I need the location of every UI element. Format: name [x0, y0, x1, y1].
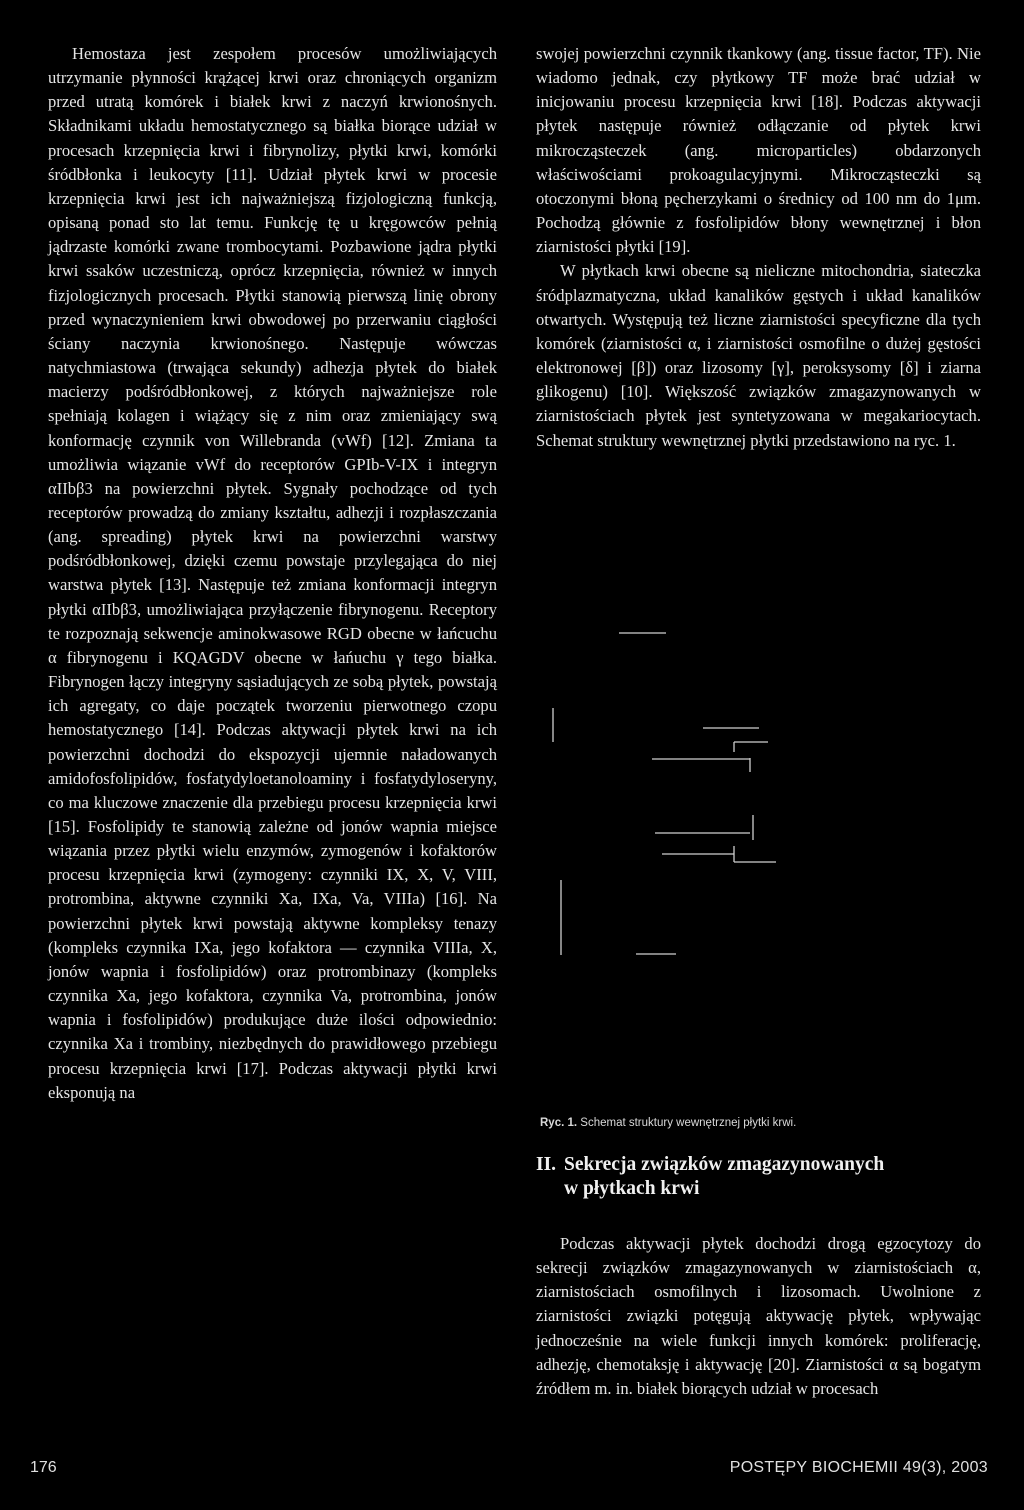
caption-label: Ryc. 1.: [540, 1117, 578, 1129]
body-paragraph: Hemostaza jest zespołem procesów umożliwiających utrzymanie płynności krążącej krwi oraz chroniących organizm przed utratą komórek i białek krwi z naczyń krwionośnych. Składnikami układu hemostatycznego są białka biorące udział w procesach krzepnięcia krwi i fibrynolizy, płytki krwi, komórki śródbłonka i leukocyty [11]. Udział płytek krwi w procesie krzepnięcia krwi jest ich najważniejszą fizjologiczną funkcją, opisaną ponad sto lat temu. Funkcję tę u kręgowców pełnią jądrzaste komórki zwane trombocytami. Pozbawione jądra płytki krwi ssaków uczestniczą, oprócz krzepnięcia, również w innych fizjologicznych procesach. Płytki stanowią pierwszą linię obrony przed wynaczynieniem krwi obwodowej po przerwaniu ciągłości ściany naczynia krwionośnego. Następuje wówczas natychmiastowa (trwająca sekundy) adhezja płytek do białek macierzy podśródbłonkowej, z których najważniejsze role spełniają kolagen i wiążący się z nim oraz zmieniający swą konformację czynnik von Willebranda (vWf) [12]. Zmiana ta umożliwia wiązanie vWf do receptorów GPIb-V-IX i integryn αIIbβ3 na powierzchni płytek. Sygnały pochodzące od tych receptorów prowadzą do zmiany kształtu, adhezji i rozpłaszczania (ang. spreading) płytek krwi na powierzchni warstwy podśródbłonkowej, dzięki czemu powstaje przylegająca do niej warstwa płytek [13]. Następuje też zmiana konformacji integryn płytki αIIbβ3, umożliwiająca przyłączenie fibrynogenu. Receptory te rozpoznają sekwencje aminokwasowe RGD obecne w łańcuchu α fibrynogenu i KQAGDV obecne w łańuchu γ tego białka. Fibrynogen łączy integryny sąsiadujących ze sobą płytek, powstają ich agregaty, co daje początek tworzeniu pierwotnego czopu hemostatycznego [14]. Podczas aktywacji płytek krwi na ich powierzchni dochodzi do ekspozycji ujemnie naładowanych amidofosfolipidów, fosfatydyloetanoloaminy i fosfatydyloseryny, co ma kluczowe znaczenie dla przebiegu procesu krzepnięcia krwi [15]. Fosfolipidy te stanowią zależne od jonów wapnia miejsce wiązania przez płytki wielu enzymów, zymogenów i kofaktorów procesu krzepnięcia krwi (zymogeny: czynniki IX, X, V, VIII, protrombina, aktywne czynniki Xa, IXa, Va, VIIIa) [16]. Na powierzchni płytek krwi powstają aktywne kompleksy tenazy (kompleks czynnika IXa, jego kofaktora — czynnika VIIIa, X, jonów wapnia i fosfolipidów) oraz protrombinazy (kompleks czynnika Xa, jego kofaktora, czynnika Va, protrombina, jonów wapnia i fosfolipidów) produkujące duże ilości odpowiednio: czynnika Xa i trombiny, niezbędnych do prawidłowego przebiegu procesu krzepnięcia krwi [17]. Podczas aktywacji płytki krwi eksponują na: [48, 44, 497, 1102]
right-column-lower: [536, 1232, 981, 1401]
right-column: [536, 42, 981, 453]
left-column: [48, 42, 497, 1105]
section-heading: [536, 1153, 981, 1201]
figure-line-art: [536, 600, 981, 1010]
section-number: II.: [536, 1154, 557, 1175]
body-paragraph: Podczas aktywacji płytek dochodzi drogą egzocytozy do sekrecji związków zmagazynowanych w ziarnistościach α, ziarnistościach osmofilnych i lizosomach. Uwolnione z ziarnistości związki potęgują aktywację płytek, wpływając jednocześnie na wiele funkcji innych komórek: proliferację, adhezję, chemotaksję i aktywację [20]. Ziarnistości α są bogatym źródłem m. in. białek biorących udział w procesach: [536, 1234, 981, 1398]
caption-text: Schemat struktury wewnętrznej płytki krwi.: [580, 1117, 797, 1129]
page-number: 176: [30, 1459, 57, 1476]
figure-platelet-schema: [536, 600, 981, 1010]
section-title-line2: w płytkach krwi: [564, 1178, 700, 1199]
section-title-line1: Sekrecja związków zmagazynowanych: [564, 1154, 885, 1175]
body-paragraph: swojej powierzchni czynnik tkankowy (ang. tissue factor, TF). Nie wiadomo jednak, czy płytkowy TF może brać udział w inicjowaniu procesu krzepnięcia krwi [18]. Podczas aktywacji płytek następuje również odłączanie od płytek krwi mikrocząsteczek (ang. microparticles) obdarzonych właściwościami prokoagulacyjnymi. Mikrocząsteczki są otoczonymi błoną pęcherzykami o średnicy od 100 nm do 1μm. Pochodzą głównie z fosfolipidów błony wewnętrznej i błon ziarnistości płytki [19].: [536, 44, 981, 257]
journal-footer: POSTĘPY BIOCHEMII 49(3), 2003: [729, 1459, 988, 1476]
figure-caption: [540, 1117, 980, 1129]
body-paragraph: W płytkach krwi obecne są nieliczne mitochondria, siateczka śródplazmatyczna, układ kanalików gęstych i układ kanalików otwartych. Występują też liczne ziarnistości specyficzne dla tych komórek (ziarnistości α, i ziarnistości osmofilne o dużej gęstości elektronowej [β]) oraz lizosomy [γ], peroksysomy [δ] i ziarna glikogenu) [10]. Większość związków zmagazynowanych w ziarnistościach płytek jest syntetyzowana w megakariocytach. Schemat struktury wewnętrznej płytki przedstawiono na ryc. 1.: [536, 261, 981, 450]
